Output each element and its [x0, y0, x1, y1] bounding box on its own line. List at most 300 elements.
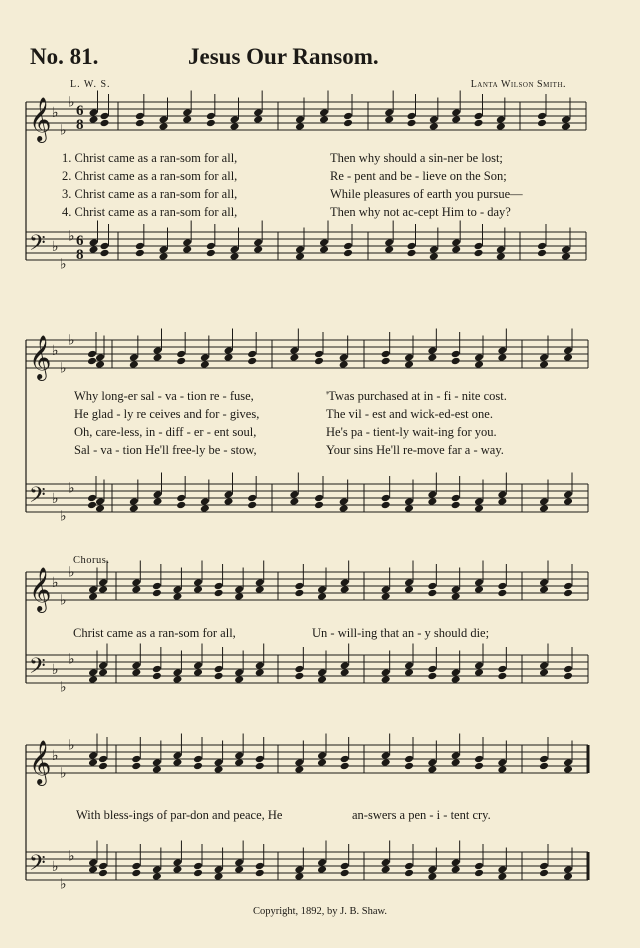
note-head — [152, 758, 162, 767]
time-signature-bottom: 8 — [76, 117, 84, 133]
note-head — [381, 357, 391, 366]
note-head — [427, 665, 437, 674]
note-head — [314, 357, 324, 366]
note-head — [539, 755, 549, 764]
note-head — [88, 675, 98, 684]
note-head — [314, 494, 324, 503]
note-head — [317, 592, 327, 601]
note-head — [384, 115, 394, 124]
note-head — [255, 661, 265, 670]
note-head — [255, 862, 265, 871]
note-head — [100, 242, 110, 251]
note-head — [253, 238, 263, 247]
note-head — [88, 585, 98, 594]
note-head — [230, 122, 240, 131]
note-head — [407, 112, 417, 121]
note-head — [294, 758, 304, 767]
note-head — [404, 668, 414, 677]
note-head — [497, 865, 507, 874]
lyricist-credit: L. W. S. — [70, 79, 111, 90]
note-head — [384, 245, 394, 254]
time-signature-bottom: 8 — [76, 247, 84, 263]
note-head — [407, 249, 417, 258]
note-head — [474, 661, 484, 670]
note-head — [340, 862, 350, 871]
note-head — [404, 585, 414, 594]
note-head — [343, 249, 353, 258]
note-head — [193, 862, 203, 871]
note-head — [539, 504, 549, 513]
note-head — [451, 501, 461, 510]
note-head — [214, 589, 224, 598]
note-head — [172, 675, 182, 684]
note-head — [563, 665, 573, 674]
flat-sign-icon: ♭ — [52, 239, 59, 255]
flat-sign-icon: ♭ — [68, 848, 75, 865]
note-head — [539, 762, 549, 771]
note-head — [427, 865, 437, 874]
note-head — [319, 108, 329, 117]
note-head — [537, 119, 547, 128]
note-head — [247, 357, 257, 366]
verse-1-line-c: Why long-er sal - va - tion re - fuse, — [74, 389, 254, 403]
note-head — [200, 504, 210, 513]
note-head — [563, 589, 573, 598]
note-head — [404, 578, 414, 587]
note-head — [176, 501, 186, 510]
verse-3-line-a: 3. Christ came as a ran-som for all, — [62, 187, 238, 201]
hymn-title: Jesus Our Ransom. — [188, 44, 379, 69]
note-head — [176, 350, 186, 359]
note-head — [343, 112, 353, 121]
note-head — [255, 755, 265, 764]
note-head — [427, 346, 437, 355]
chorus-line-1a: Christ came as a ran-som for all, — [73, 626, 236, 640]
verse-1-line-d: 'Twas purchased at in - fi - nite cost. — [326, 389, 507, 403]
note-head — [317, 758, 327, 767]
note-head — [295, 122, 305, 131]
note-head — [172, 585, 182, 594]
flat-sign-icon: ♭ — [52, 491, 59, 507]
note-head — [497, 665, 507, 674]
note-head — [131, 762, 141, 771]
note-head — [404, 360, 414, 369]
note-head — [340, 869, 350, 878]
note-head — [314, 350, 324, 359]
flat-sign-icon: ♭ — [68, 737, 75, 754]
note-head — [182, 115, 192, 124]
note-head — [152, 665, 162, 674]
note-head — [497, 758, 507, 767]
note-head — [451, 668, 461, 677]
note-head — [381, 501, 391, 510]
note-head — [427, 490, 437, 499]
note-head — [98, 862, 108, 871]
note-head — [294, 582, 304, 591]
note-head — [98, 585, 108, 594]
treble-clef-icon: 𝄞 — [29, 335, 52, 379]
note-head — [88, 758, 98, 767]
note-head — [474, 249, 484, 258]
note-head — [95, 497, 105, 506]
note-head — [247, 501, 257, 510]
note-head — [152, 765, 162, 774]
note-head — [474, 862, 484, 871]
copyright-notice: Copyright, 1892, by J. B. Shaw. — [252, 906, 388, 917]
note-head — [289, 490, 299, 499]
note-head — [497, 582, 507, 591]
note-head — [339, 504, 349, 513]
note-head — [451, 865, 461, 874]
note-head — [255, 869, 265, 878]
note-head — [497, 872, 507, 881]
note-head — [294, 589, 304, 598]
note-head — [340, 668, 350, 677]
note-head — [234, 858, 244, 867]
note-head — [214, 872, 224, 881]
note-head — [214, 665, 224, 674]
note-head — [131, 578, 141, 587]
verse-3-line-d: He's pa - tient-ly wait-ing for you. — [326, 425, 497, 439]
note-head — [317, 585, 327, 594]
flat-sign-icon: ♭ — [52, 575, 59, 591]
note-head — [319, 238, 329, 247]
note-head — [563, 872, 573, 881]
note-head — [381, 668, 391, 677]
note-head — [317, 865, 327, 874]
note-head — [230, 252, 240, 261]
note-head — [234, 585, 244, 594]
note-head — [88, 858, 98, 867]
note-head — [339, 353, 349, 362]
note-head — [340, 762, 350, 771]
note-head — [295, 115, 305, 124]
note-head — [381, 675, 391, 684]
note-head — [172, 751, 182, 760]
note-head — [427, 582, 437, 591]
note-head — [98, 661, 108, 670]
note-head — [255, 762, 265, 771]
note-head — [384, 108, 394, 117]
verse-2-line-c: He glad - ly re ceives and for - gives, — [74, 407, 260, 421]
note-head — [429, 252, 439, 261]
note-head — [289, 353, 299, 362]
note-head — [131, 668, 141, 677]
treble-clef-icon: 𝄞 — [29, 567, 52, 611]
note-head — [474, 112, 484, 121]
note-head — [87, 357, 97, 366]
note-head — [206, 119, 216, 128]
note-head — [427, 589, 437, 598]
note-head — [451, 858, 461, 867]
note-head — [404, 661, 414, 670]
note-head — [563, 346, 573, 355]
note-head — [474, 762, 484, 771]
note-head — [214, 672, 224, 681]
note-head — [89, 115, 99, 124]
note-head — [193, 869, 203, 878]
note-head — [384, 238, 394, 247]
flat-sign-icon: ♭ — [52, 343, 59, 359]
note-head — [88, 668, 98, 677]
note-head — [451, 238, 461, 247]
note-head — [100, 112, 110, 121]
note-head — [497, 589, 507, 598]
note-head — [381, 751, 391, 760]
note-head — [135, 112, 145, 121]
note-head — [381, 494, 391, 503]
note-head — [89, 238, 99, 247]
note-head — [206, 112, 216, 121]
note-head — [474, 578, 484, 587]
note-head — [407, 242, 417, 251]
note-head — [451, 357, 461, 366]
note-head — [200, 360, 210, 369]
note-head — [153, 346, 163, 355]
note-head — [343, 242, 353, 251]
note-head — [152, 582, 162, 591]
note-head — [539, 578, 549, 587]
note-head — [172, 758, 182, 767]
note-head — [152, 872, 162, 881]
note-head — [234, 865, 244, 874]
note-head — [539, 360, 549, 369]
time-signature-top: 6 — [76, 103, 84, 119]
note-head — [404, 497, 414, 506]
note-head — [381, 350, 391, 359]
note-head — [193, 755, 203, 764]
flat-sign-icon: ♭ — [60, 876, 67, 893]
note-head — [451, 675, 461, 684]
note-head — [340, 755, 350, 764]
note-head — [234, 751, 244, 760]
note-head — [98, 578, 108, 587]
note-head — [427, 353, 437, 362]
note-head — [451, 585, 461, 594]
note-head — [563, 865, 573, 874]
verse-1-line-b: Then why should a sin-ner be lost; — [330, 151, 503, 165]
note-head — [234, 668, 244, 677]
note-head — [537, 112, 547, 121]
flat-sign-icon: ♭ — [60, 679, 67, 696]
note-head — [474, 755, 484, 764]
flat-sign-icon: ♭ — [68, 564, 75, 581]
note-head — [429, 115, 439, 124]
note-head — [135, 249, 145, 258]
chorus-line-2a: With bless-ings of par-don and peace, He — [76, 808, 283, 822]
note-head — [224, 353, 234, 362]
note-head — [563, 490, 573, 499]
note-head — [497, 490, 507, 499]
note-head — [247, 350, 257, 359]
note-head — [214, 758, 224, 767]
note-head — [381, 865, 391, 874]
note-head — [193, 668, 203, 677]
note-head — [295, 252, 305, 261]
note-head — [496, 252, 506, 261]
note-head — [451, 758, 461, 767]
note-head — [474, 119, 484, 128]
note-head — [224, 497, 234, 506]
note-head — [474, 504, 484, 513]
note-head — [224, 490, 234, 499]
note-head — [176, 494, 186, 503]
note-head — [451, 115, 461, 124]
note-head — [451, 494, 461, 503]
note-head — [563, 353, 573, 362]
note-head — [159, 252, 169, 261]
note-head — [561, 252, 571, 261]
note-head — [230, 115, 240, 124]
note-head — [381, 858, 391, 867]
note-head — [539, 585, 549, 594]
note-head — [98, 755, 108, 764]
note-head — [289, 346, 299, 355]
note-head — [563, 758, 573, 767]
note-head — [89, 245, 99, 254]
note-head — [253, 115, 263, 124]
note-head — [317, 751, 327, 760]
note-head — [381, 758, 391, 767]
note-head — [152, 865, 162, 874]
flat-sign-icon: ♭ — [68, 94, 75, 111]
note-head — [100, 249, 110, 258]
note-head — [255, 578, 265, 587]
note-head — [152, 589, 162, 598]
note-head — [88, 751, 98, 760]
flat-sign-icon: ♭ — [60, 122, 67, 139]
note-head — [206, 249, 216, 258]
note-head — [561, 122, 571, 131]
note-head — [95, 360, 105, 369]
note-head — [563, 765, 573, 774]
flat-sign-icon: ♭ — [60, 256, 67, 273]
note-head — [255, 668, 265, 677]
note-head — [172, 592, 182, 601]
note-head — [474, 585, 484, 594]
note-head — [319, 115, 329, 124]
note-head — [496, 122, 506, 131]
note-head — [224, 346, 234, 355]
note-head — [294, 665, 304, 674]
verse-2-line-b: Re - pent and be - lieve on the Son; — [330, 169, 507, 183]
note-head — [159, 122, 169, 131]
note-head — [255, 585, 265, 594]
note-head — [88, 592, 98, 601]
note-head — [343, 119, 353, 128]
bass-clef-icon: 𝄢 — [29, 851, 46, 881]
note-head — [214, 865, 224, 874]
note-head — [135, 119, 145, 128]
note-head — [537, 249, 547, 258]
time-signature-top: 6 — [76, 233, 84, 249]
note-head — [253, 245, 263, 254]
note-head — [340, 661, 350, 670]
note-head — [563, 582, 573, 591]
note-head — [429, 245, 439, 254]
note-head — [214, 765, 224, 774]
note-head — [539, 661, 549, 670]
note-head — [539, 869, 549, 878]
note-head — [497, 353, 507, 362]
note-head — [253, 108, 263, 117]
note-head — [539, 353, 549, 362]
note-head — [429, 122, 439, 131]
note-head — [153, 497, 163, 506]
note-head — [98, 762, 108, 771]
note-head — [294, 872, 304, 881]
note-head — [289, 497, 299, 506]
note-head — [474, 242, 484, 251]
note-head — [176, 357, 186, 366]
note-head — [129, 497, 139, 506]
note-head — [404, 869, 414, 878]
note-head — [539, 668, 549, 677]
note-head — [314, 501, 324, 510]
note-head — [317, 668, 327, 677]
note-head — [451, 350, 461, 359]
note-head — [234, 758, 244, 767]
note-head — [427, 672, 437, 681]
note-head — [340, 578, 350, 587]
note-head — [152, 672, 162, 681]
note-head — [339, 360, 349, 369]
note-head — [87, 501, 97, 510]
note-head — [404, 862, 414, 871]
note-head — [159, 115, 169, 124]
verse-2-line-a: 2. Christ came as a ran-som for all, — [62, 169, 238, 183]
note-head — [95, 504, 105, 513]
verse-3-line-c: Oh, care-less, in - diff - er - ent soul, — [74, 425, 257, 439]
note-head — [98, 869, 108, 878]
flat-sign-icon: ♭ — [60, 592, 67, 609]
note-head — [563, 497, 573, 506]
verse-1-line-a: 1. Christ came as a ran-som for all, — [62, 151, 238, 165]
note-head — [561, 115, 571, 124]
note-head — [451, 245, 461, 254]
verse-2-line-d: The vil - est and wick-ed-est one. — [326, 407, 493, 421]
treble-clef-icon: 𝄞 — [29, 740, 52, 784]
note-head — [381, 592, 391, 601]
note-head — [87, 494, 97, 503]
note-head — [234, 675, 244, 684]
flat-sign-icon: ♭ — [68, 332, 75, 349]
note-head — [496, 245, 506, 254]
chorus-line-2b: an-swers a pen - i - tent cry. — [352, 808, 491, 822]
note-head — [214, 582, 224, 591]
note-head — [87, 350, 97, 359]
flat-sign-icon: ♭ — [68, 228, 75, 245]
verse-4-line-b: Then why not ac-cept Him to - day? — [330, 205, 511, 219]
note-head — [317, 858, 327, 867]
note-head — [497, 497, 507, 506]
note-head — [496, 115, 506, 124]
note-head — [193, 578, 203, 587]
note-head — [404, 762, 414, 771]
note-head — [294, 672, 304, 681]
note-head — [295, 245, 305, 254]
note-head — [294, 765, 304, 774]
note-head — [340, 585, 350, 594]
note-head — [230, 245, 240, 254]
flat-sign-icon: ♭ — [60, 360, 67, 377]
note-head — [129, 360, 139, 369]
note-head — [497, 346, 507, 355]
note-head — [539, 862, 549, 871]
note-head — [247, 494, 257, 503]
note-head — [474, 869, 484, 878]
note-head — [404, 504, 414, 513]
